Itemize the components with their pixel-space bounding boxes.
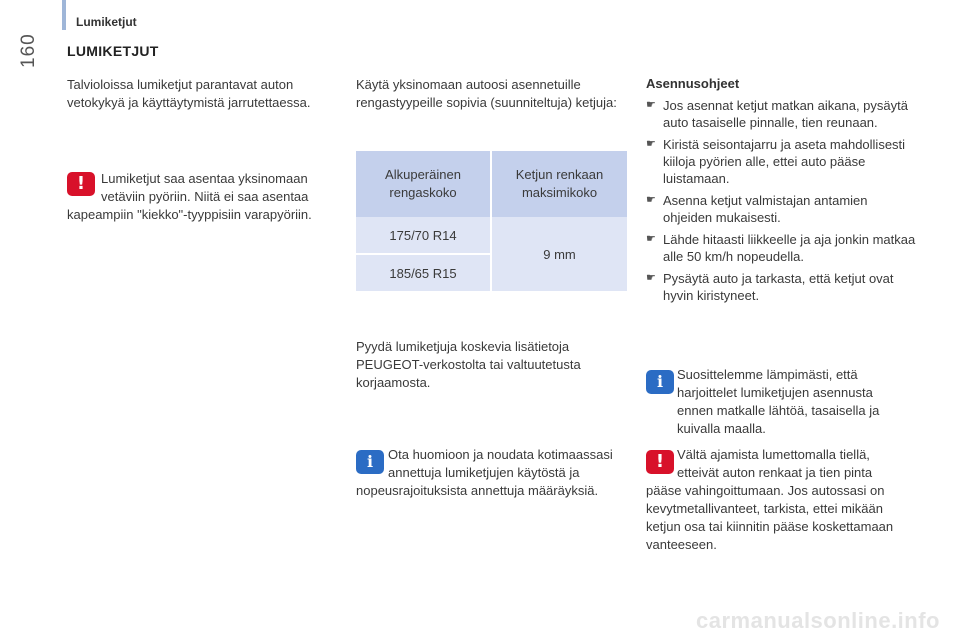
- list-item: ☛ Pysäytä auto ja tarkasta, että ketjut ovat hyvin kiristyneet.: [646, 271, 894, 303]
- tire-chain-table: [356, 151, 627, 291]
- pointing-hand-icon: ☛: [646, 272, 656, 284]
- section-label: Lumiketjut: [76, 15, 137, 29]
- warning-road-line-6: vanteeseen.: [646, 537, 717, 552]
- info-line-2: annettuja lumiketjujen käytöstä ja: [388, 465, 580, 480]
- recommend-line-3: ennen matkalle lähtöä, tasaisella ja: [677, 403, 880, 418]
- page-number: 160: [18, 33, 39, 68]
- list-item: ☛ Lähde hitaasti liikkeelle ja aja jonkin matkaa alle 50 km/h nopeudella.: [646, 232, 916, 264]
- list-item: ☛ Jos asennat ketjut matkan aikana, pysäytä auto tasaiselle pinnalle, tien reunaan.: [646, 98, 908, 130]
- more-info-paragraph: Pyydä lumiketjuja koskevia lisätietoja PEUGEOT-verkostolta tai valtuutetusta korjaamosta.: [356, 339, 581, 390]
- sidebar-accent-line: [62, 0, 66, 30]
- info-icon: i: [356, 450, 384, 474]
- watermark-text: carmanualsonline.info: [696, 608, 940, 633]
- pointing-hand-icon: ☛: [646, 138, 656, 150]
- installation-heading: Asennusohjeet: [646, 76, 740, 91]
- recommend-line-1: Suosittelemme lämpimästi, että: [677, 367, 858, 382]
- recommend-line-4: kuivalla maalla.: [677, 421, 766, 436]
- table-header-original-size: Alkuperäinen rengaskoko: [356, 151, 491, 217]
- warning-line-3: kapeampiin "kiekko"-tyyppisiin varapyöriin.: [67, 207, 312, 222]
- warning-road-line-3: pääse vahingoittumaan. Jos autossasi on: [646, 483, 885, 498]
- warning-road-line-1: Vältä ajamista lumettomalla tiellä,: [677, 447, 870, 462]
- page-title: LUMIKETJUT: [67, 43, 159, 59]
- warning-road-line-2: etteivät auton renkaat ja tien pinta: [677, 465, 873, 480]
- warning-line-1: Lumiketjut saa asentaa yksinomaan: [101, 171, 308, 186]
- pointing-hand-icon: ☛: [646, 194, 656, 206]
- warning-road-line-4: kevytmetallivanteet, tarkista, ettei mikään: [646, 501, 883, 516]
- chain-usage-paragraph: Käytä yksinomaan autoosi asennetuille rengastyypeille sopivia (suunniteltuja) ketjuja:: [356, 77, 617, 110]
- info-icon: i: [646, 370, 674, 394]
- installation-steps: [646, 97, 916, 309]
- warning-icon: !: [67, 172, 95, 196]
- table-header-max-size: Ketjun renkaan maksimikoko: [491, 151, 627, 217]
- info-line-3: nopeusrajoituksista annettuja määräyksiä.: [356, 483, 599, 498]
- table-cell-tire-size: 185/65 R15: [356, 254, 491, 291]
- pointing-hand-icon: ☛: [646, 233, 656, 245]
- list-item: ☛ Asenna ketjut valmistajan antamien ohjeiden mukaisesti.: [646, 193, 868, 225]
- warning-icon: !: [646, 450, 674, 474]
- table-cell-tire-size: 175/70 R14: [356, 217, 491, 254]
- warning-road-line-5: ketjun osa tai kiinnitin pääse koskettamaan: [646, 519, 894, 534]
- warning-line-2: vetäviin pyöriin. Niitä ei saa asentaa: [101, 189, 309, 204]
- pointing-hand-icon: ☛: [646, 99, 656, 111]
- info-line-1: Ota huomioon ja noudata kotimaassasi: [388, 447, 613, 462]
- recommend-line-2: harjoittelet lumiketjujen asennusta: [677, 385, 873, 400]
- intro-paragraph: Talvioloissa lumiketjut parantavat auton vetokykyä ja käyttäytymistä jarrutettaessa.: [67, 77, 311, 110]
- list-item: ☛ Kiristä seisontajarru ja aseta mahdollisesti kiiloja pyörien alle, ettei auto pääse luistamaan.: [646, 137, 906, 186]
- table-cell-max-size: 9 mm: [491, 217, 627, 291]
